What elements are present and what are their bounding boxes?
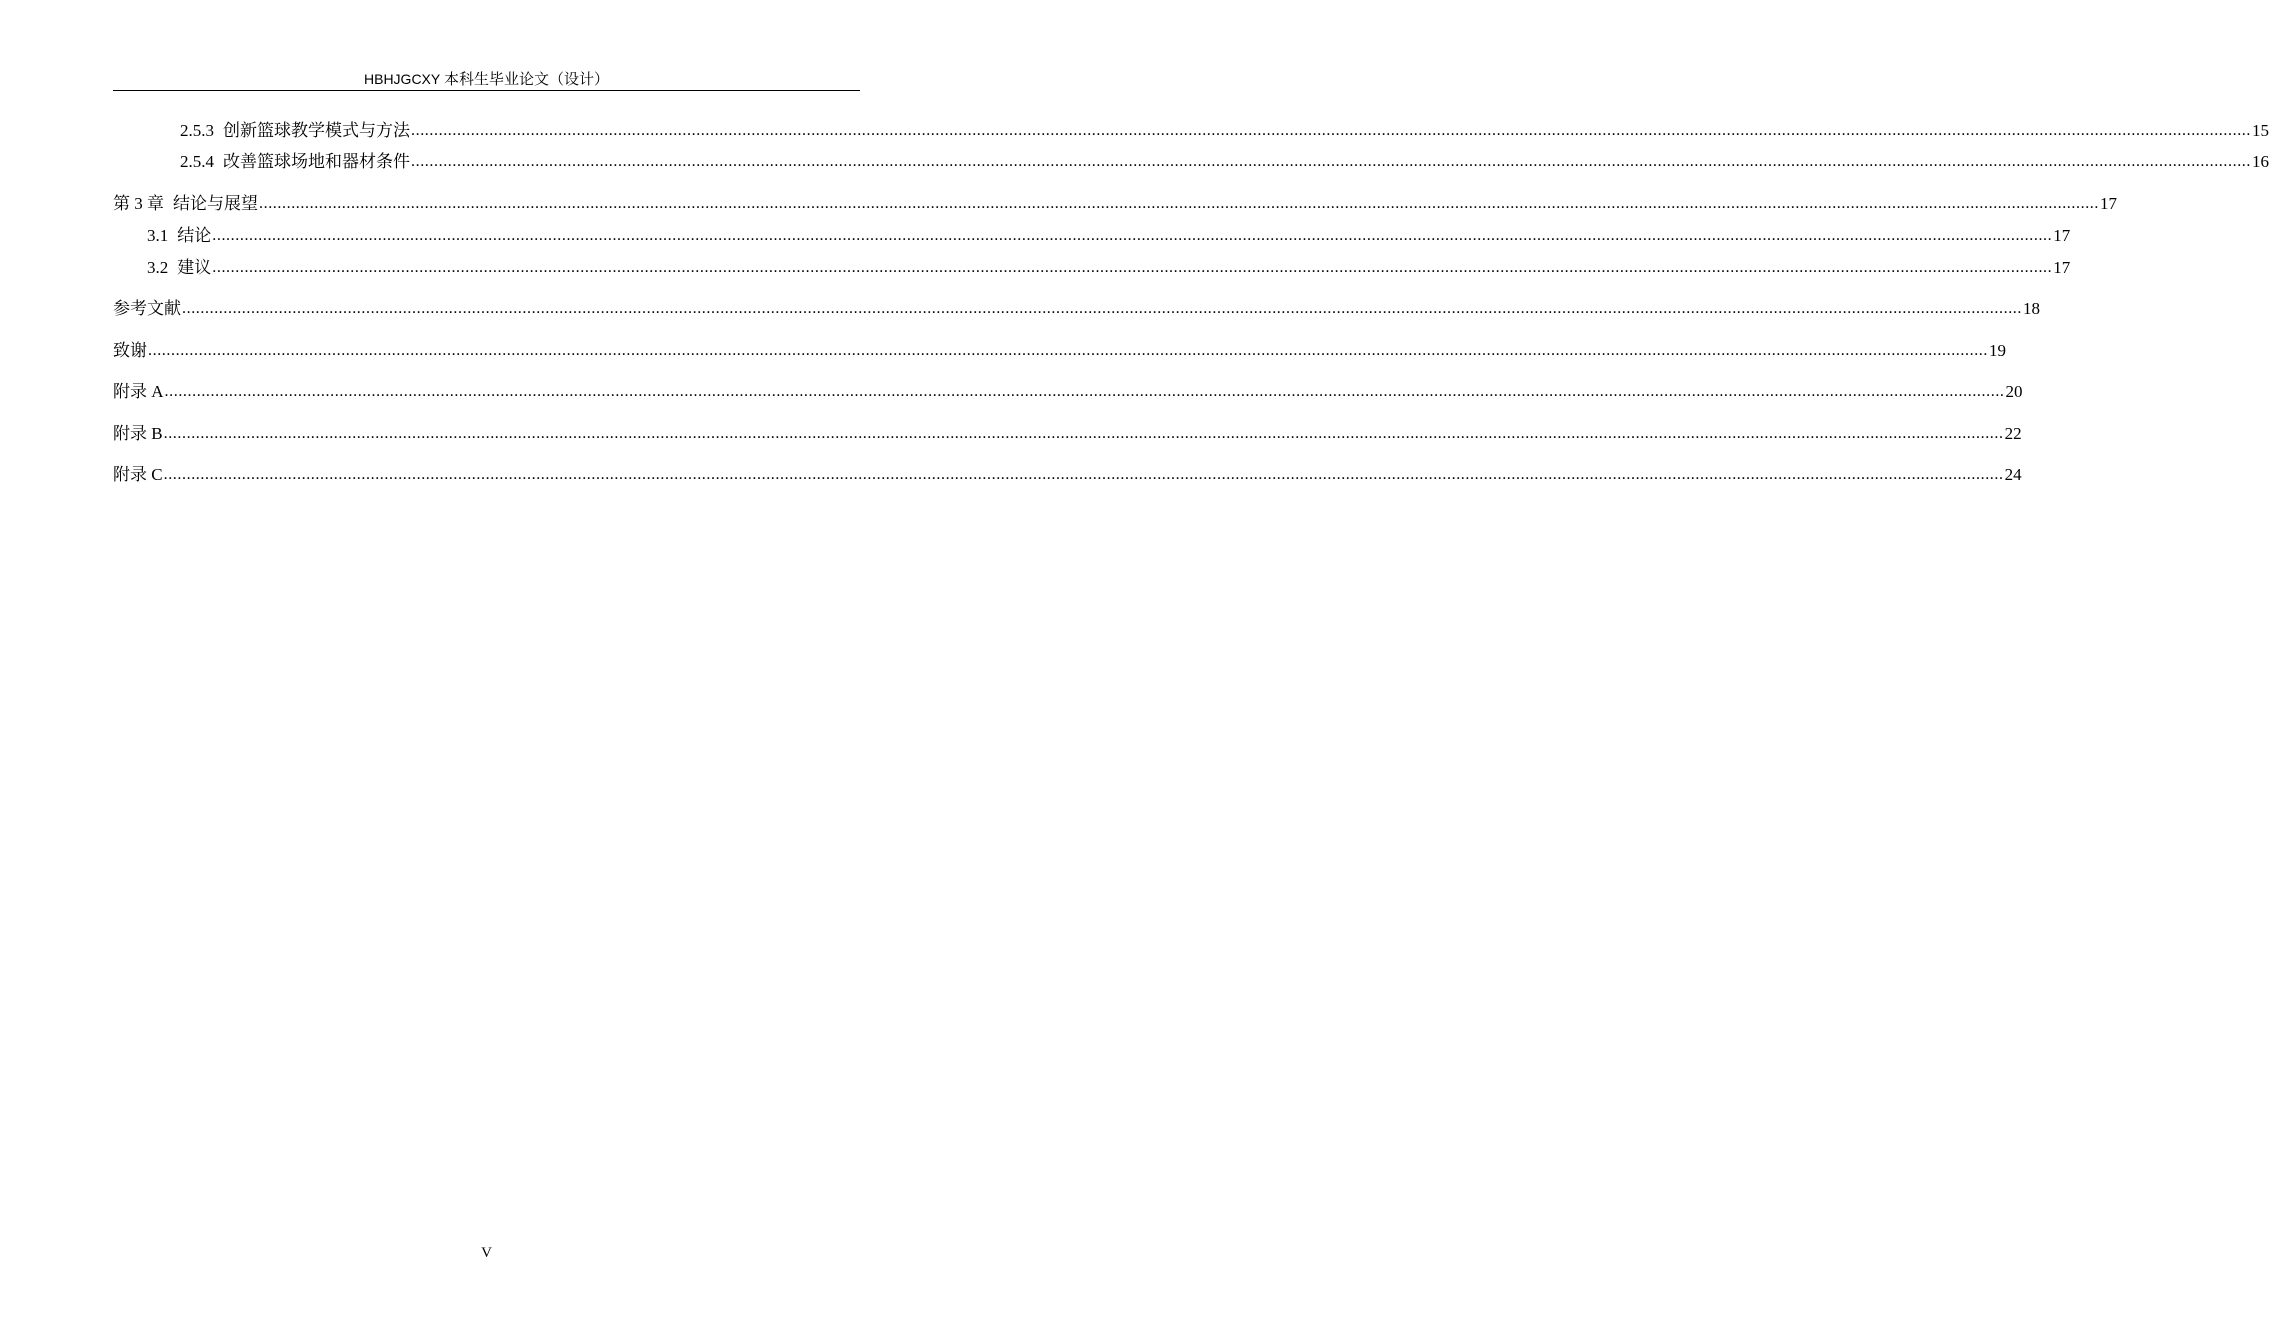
toc-entry-title xyxy=(113,193,258,215)
toc-entry[interactable] xyxy=(113,149,2269,173)
toc-entry-label: 创新篮球教学模式与方法 xyxy=(223,121,410,140)
toc-entry-title xyxy=(113,298,181,320)
toc-entry-label: 参考文献 xyxy=(113,299,181,318)
toc-entry-label: 附录 C xyxy=(113,465,163,484)
toc-page-number: 20 xyxy=(2005,382,2023,401)
toc-entry-title xyxy=(113,464,163,486)
toc-page-number: 22 xyxy=(2004,424,2022,443)
toc-entry[interactable] xyxy=(113,338,2006,362)
page-number-footer: V xyxy=(481,1245,492,1261)
toc-entry[interactable] xyxy=(113,379,2023,403)
header-code: HBHJGCXY xyxy=(364,71,441,87)
dot-leader: ................................................................................................................................................................................................................................................................................................................................................................................................................ xyxy=(212,259,2053,276)
toc-page-number: 17 xyxy=(2053,226,2071,245)
dot-leader: ................................................................................................................................................................................................................................................................................................................................................................................................................ xyxy=(212,227,2053,244)
toc-entry-label: 附录 B xyxy=(113,424,163,443)
dot-leader: ................................................................................................................................................................................................................................................................................................................................................................................................................ xyxy=(259,195,2099,212)
toc-entry-number: 2.5.4 xyxy=(180,152,214,171)
toc-entry-label: 致谢 xyxy=(113,341,147,360)
dot-leader: ................................................................................................................................................................................................................................................................................................................................................................................................................ xyxy=(164,383,2005,400)
toc-entry-number: 2.5.3 xyxy=(180,121,214,140)
toc-entry[interactable] xyxy=(113,296,2040,320)
toc-entry[interactable] xyxy=(113,223,2071,247)
dot-leader: ................................................................................................................................................................................................................................................................................................................................................................................................................ xyxy=(148,342,1988,359)
toc-entry-title xyxy=(113,423,163,445)
toc-page-number: 17 xyxy=(2053,258,2071,277)
toc-entry-title xyxy=(180,151,410,173)
toc-page-number: 16 xyxy=(2252,152,2269,171)
toc-page-number: 15 xyxy=(2252,121,2269,140)
toc-entry[interactable] xyxy=(113,462,2022,486)
dot-leader: ................................................................................................................................................................................................................................................................................................................................................................................................................ xyxy=(182,300,2022,317)
dot-leader: ................................................................................................................................................................................................................................................................................................................................................................................................................ xyxy=(411,122,2251,139)
toc-entry[interactable] xyxy=(113,118,2269,142)
toc-entry-title xyxy=(147,257,211,279)
dot-leader: ................................................................................................................................................................................................................................................................................................................................................................................................................ xyxy=(411,153,2251,170)
toc-entry-label: 结论 xyxy=(177,226,212,245)
toc-entry-label: 建议 xyxy=(177,258,212,277)
toc-page-number: 24 xyxy=(2004,465,2022,484)
toc-entry-title xyxy=(113,381,164,403)
header-rule xyxy=(113,90,860,91)
dot-leader: ................................................................................................................................................................................................................................................................................................................................................................................................................ xyxy=(163,466,2004,483)
toc-entry-number: 3.2 xyxy=(147,258,169,277)
toc-page-number: 18 xyxy=(2023,299,2040,318)
toc-entry-label: 附录 A xyxy=(113,382,164,401)
toc-entry-title xyxy=(147,225,211,247)
toc-page-number: 17 xyxy=(2100,194,2117,213)
toc-page-number: 19 xyxy=(1989,341,2006,360)
running-header xyxy=(113,68,860,91)
dot-leader: ................................................................................................................................................................................................................................................................................................................................................................................................................ xyxy=(163,425,2004,442)
toc-entry[interactable] xyxy=(113,255,2071,279)
header-title: 本科生毕业论文（设计） xyxy=(443,72,609,88)
toc-entry-label: 结论与展望 xyxy=(173,194,258,213)
toc-entry[interactable] xyxy=(113,421,2022,445)
toc-entry-number: 第 3 章 xyxy=(113,194,164,213)
toc-entry-label: 改善篮球场地和器材条件 xyxy=(223,152,410,171)
toc-entry-title xyxy=(113,340,147,362)
toc-entry-number: 3.1 xyxy=(147,226,169,245)
toc-entry[interactable] xyxy=(113,191,2117,215)
toc-entry-title xyxy=(180,120,410,142)
